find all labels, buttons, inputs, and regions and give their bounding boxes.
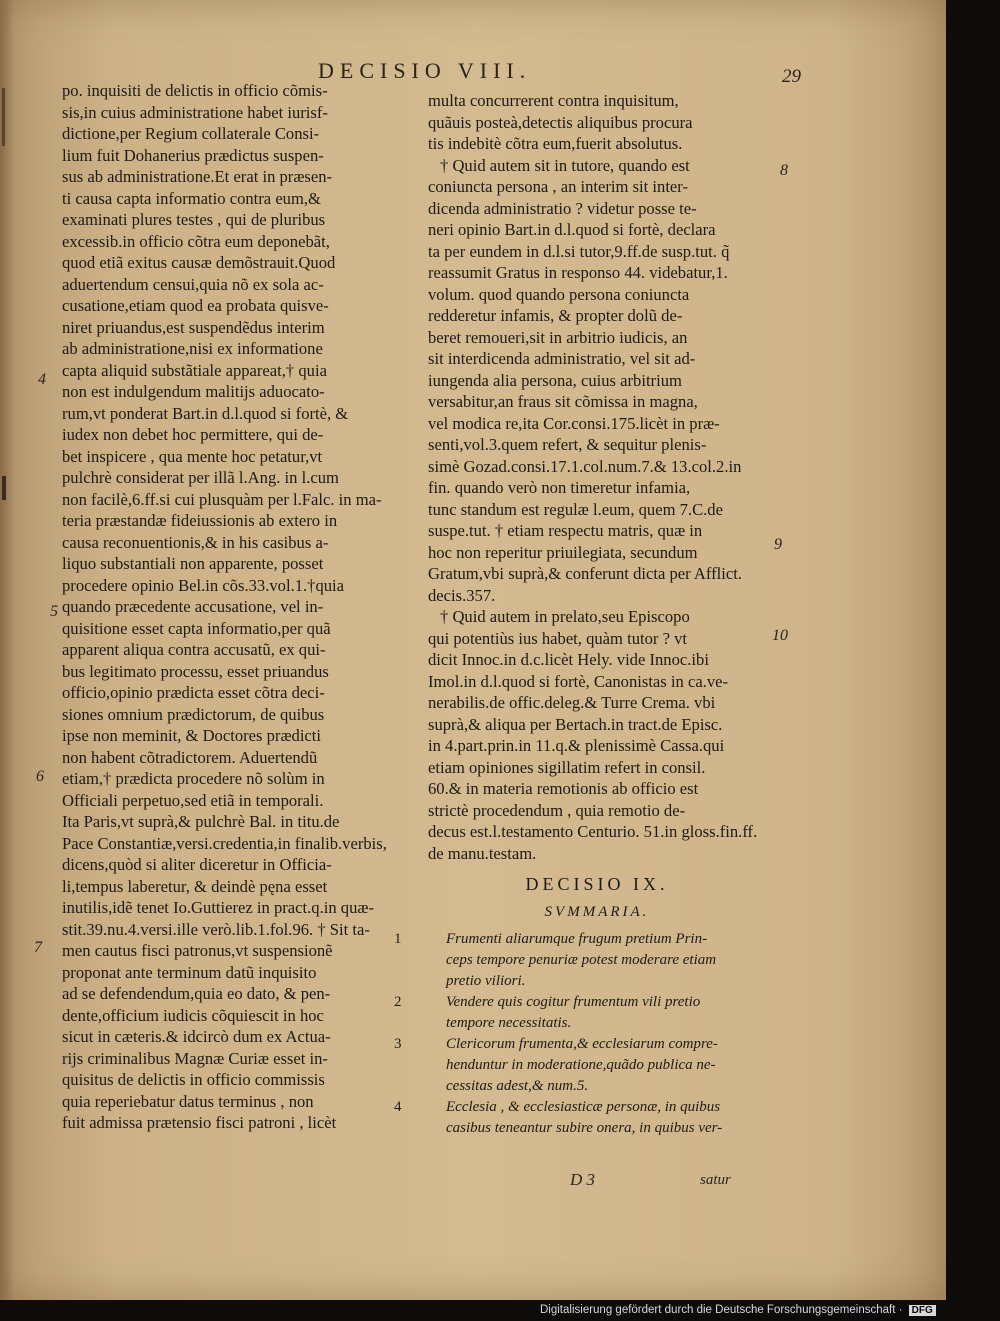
text-line: reassumit Gratus in responso 44. videbatur,1. [428,263,728,282]
summary-number: 3 [394,1036,402,1052]
text-line: non est indulgendum malitijs aduocato- [62,382,325,401]
text-line: non habent cõtradictorem. Aduertendũ [62,747,318,767]
text-line: sicut in cæteris.& idcircò dum ex Actua- [62,1027,331,1046]
text-line: decus est.l.testamento Centurio. 51.in gloss.fin.ff. [428,822,758,841]
signature-mark: D 3 [570,1170,596,1189]
text-line: sus ab administratione.Et erat in præsen- [62,167,333,186]
text-line: causa reconuentionis,& in his casibus a- [62,532,329,552]
text-line: sit interdicenda administratio, vel sit ad- [428,349,696,368]
text-line: bus legitimato processu, esset priuandus [62,661,329,681]
text-line: fin. quando verò non timeretur infamia, [428,478,691,497]
left-column [58,80,410,1134]
text-line: etiam opiniones sigillatim refert in consil. [428,757,706,777]
text-line: pulchrè considerat per illã l.Ang. in l.cum [62,468,339,487]
text-line: ab administratione,nisi ex informatione [62,339,323,358]
text-line: tunc standum est regulæ l.eum, quem 7.C.de [428,499,723,519]
text-line: etiam,† prædicta procedere nõ solùm in [62,769,325,788]
summary-line: pretio viliori. [446,973,526,989]
credit-text: Digitalisierung gefördert durch die Deutsche Forschungsgemeinschaft · [540,1304,903,1316]
text-line: de manu.testam. [428,843,537,863]
text-line: capta aliquid substãtiale appareat,† quia [62,360,327,380]
text-line: dicenda administratio ? videtur posse te- [428,198,697,218]
margin-number: 10 [772,627,788,644]
text-line: lium fuit Dohanerius prædictus suspen- [62,145,324,165]
text-line: po. inquisiti de delictis in officio cõmis- [62,81,328,100]
text-line: Imol.in d.l.quod si fortè, Canonistas in ca.ve- [428,671,729,691]
text-line: neri opinio Bart.in d.l.quod si fortè, declara [428,220,716,239]
text-line: Ita Paris,vt suprà,& pulchrè Bal. in titu.de [62,812,340,831]
text-line: siones omnium prædictorum, de quibus [62,704,325,724]
summary-number: 4 [394,1099,402,1115]
text-line: dicens,quòd si aliter diceretur in Officia- [62,855,332,874]
summaria-label: SVMMARIA. [544,903,650,920]
text-line: quod etiã exitus causæ demõstrauit.Quod [62,253,336,272]
text-line: redderetur infamis, & propter dolũ de- [428,306,683,325]
text-line: simè Gozad.consi.17.1.col.num.7.& 13.col.2.in [428,456,742,476]
summary-line: tempore necessitatis. [446,1015,572,1031]
summary-line: henduntur in moderatione,quãdo publica ne- [446,1057,716,1073]
summary-item [394,1097,770,1139]
text-line: examinati plures testes , qui de pluribus [62,210,326,229]
text-line: suprà,& aliqua per Bertach.in tract.de Episc. [428,714,723,734]
margin-number: 7 [34,939,42,956]
summary-item [394,992,770,1034]
text-line: Pace Constantiæ,versi.credentia,in finalib.verbis, [62,833,387,853]
text-line: liquo substantiali non apparente, posset [62,554,324,573]
text-line: rum,vt ponderat Bart.in d.l.quod si fortè, & [62,403,349,423]
text-line: ipse non meminit, & Doctores prædicti [62,726,322,745]
margin-number: 8 [780,162,788,179]
text-line: volum. quod quando persona coniuncta [428,284,690,304]
text-line: men cautus fisci patronus,vt suspensionẽ [62,941,333,960]
binding-mark [2,476,6,500]
text-line: li,tempus laberetur, & deindè pęna esset [62,876,328,896]
summary-number: 2 [394,994,402,1010]
text-line: multa concurrerent contra inquisitum, [428,91,679,110]
text-line: hoc non reperitur priuilegiata, secundum [428,542,698,562]
catchword: satur [700,1172,731,1188]
text-line: strictè procedendum , quia remotio de- [428,800,686,820]
text-line: inutilis,idẽ tenet Io.Guttierez in pract.q.in quæ- [62,898,374,917]
summary-line: casibus teneantur subire onera, in quibus ver- [446,1120,723,1136]
summary-line: Ecclesia , & ecclesiasticæ personæ, in quibus [446,1099,721,1115]
summary-line: cessitas adest,& num.5. [446,1078,589,1094]
folio-number: 29 [782,66,801,87]
text-line: beret remoueri,sit in arbitrio iudicis, an [428,327,688,347]
binding-mark [2,88,5,146]
running-head: DECISIO VIII. [318,58,532,83]
digitization-credit [540,1304,936,1316]
summary-list [394,929,770,1139]
text-line: cusatione,etiam quod ea probata quisve- [62,296,329,315]
text-line: iudex non debet hoc permittere, qui de- [62,425,324,444]
text-line: † Quid autem sit in tutore, quando est [440,155,690,175]
text-line: decis.357. [428,585,496,605]
text-line: coniuncta persona , an interim sit inter- [428,177,689,196]
margin-number: 6 [36,768,44,785]
margin-number: 4 [38,371,46,388]
text-line: sis,in cuius administratione habet iurisf- [62,102,328,122]
text-line: suspe.tut. † etiam respectu matris, quæ in [428,521,703,540]
summary-item [394,929,770,992]
text-line: excessib.in officio cõtra eum deponebãt, [62,231,330,251]
text-line: niret priuandus,est suspendẽdus interim [62,317,325,337]
text-line: non facilè,6.ff.si cui plusquàm per l.Falc. in ma- [62,489,382,509]
text-line: teria præstandæ fideiussionis ab extero in [62,511,338,530]
text-line: officio,opinio prædicta esset cõtra deci- [62,683,325,702]
text-line: † Quid autem in prelato,seu Episcopo [440,607,690,626]
text-line: aduertendum censui,quia nõ ex sola ac- [62,274,324,294]
text-line: 60.& in materia remotionis ab officio est [428,779,699,798]
text-line: ta per eundem in d.l.si tutor,9.ff.de susp.tut. q̃ [428,241,730,261]
text-line: quando præcedente accusatione, vel in- [62,597,324,616]
text-line: quisitione esset capta informatio,per quã [62,618,331,638]
text-line: dente,officium iudicis cõquiescit in hoc [62,1005,324,1025]
text-line: procedere opinio Bel.in cõs.33.vol.1.†quia [62,575,345,595]
text-line: dictione,per Regium collaterale Consi- [62,124,320,143]
text-line: senti,vol.3.quem refert, & sequitur plenis- [428,435,707,454]
dfg-logo-icon: DFG [909,1305,936,1316]
text-line: Officiali perpetuo,sed etiã in temporali. [62,790,324,810]
text-line: iungenda alia persona, cuius arbitrium [428,370,682,390]
text-line: quisitus de delictis in officio commissis [62,1070,325,1089]
margin-number: 9 [774,536,782,553]
text-line: rijs criminalibus Magnæ Curiæ esset in- [62,1048,328,1068]
text-line: proponat ante terminum datũ inquisito [62,962,317,982]
margin-number: 5 [50,603,58,620]
text-line: quia reperiebatur datus terminus , non [62,1091,314,1111]
text-line: vel modica re,ita Cor.consi.175.licèt in præ- [428,413,720,433]
text-line: versabitur,an fraus sit cõmissa in magna, [428,392,698,411]
text-line: quãuis posteà,detectis aliquibus procura [428,112,693,132]
section-heading: DECISIO IX. [525,874,669,894]
right-column [394,90,770,1139]
text-line: stit.39.nu.4.versi.ille verò.lib.1.fol.96. † Sit ta- [62,919,370,939]
text-line: in 4.part.prin.in 11.q.& plenissimè Cassa.qui [428,736,725,755]
text-line: Gratum,vbi suprà,& conferunt dicta per Afflict. [428,564,742,583]
summary-line: ceps tempore penuriæ potest moderare etiam [446,952,717,968]
text-line: fuit admissa prætensio fisci patroni , licèt [62,1113,337,1132]
summary-line: Clericorum frumenta,& ecclesiarum compre- [446,1036,718,1052]
summary-line: Vendere quis cogitur frumentum vili pretio [446,994,701,1010]
text-line: apparent aliqua contra accusatũ, ex qui- [62,640,326,659]
summary-item [394,1034,770,1097]
text-line: ad se defendendum,quia eo dato, & pen- [62,984,331,1003]
text-line: bet inspicere , qua mente hoc petatur,vt [62,446,323,466]
text-line: ti causa capta informatio contra eum,& [62,188,321,208]
text-line: qui potentiùs ius habet, quàm tutor ? vt [428,628,688,648]
text-line: nerabilis.de offic.deleg.& Turre Crema. vbi [428,693,716,712]
text-line: dicit Innoc.in d.c.licèt Hely. vide Innoc.ibi [428,650,709,669]
summary-number: 1 [394,931,402,947]
summary-line: Frumenti aliarumque frugum pretium Prin- [446,931,708,947]
text-line: tis indebitè cõtra eum,fuerit absolutus. [428,134,683,153]
